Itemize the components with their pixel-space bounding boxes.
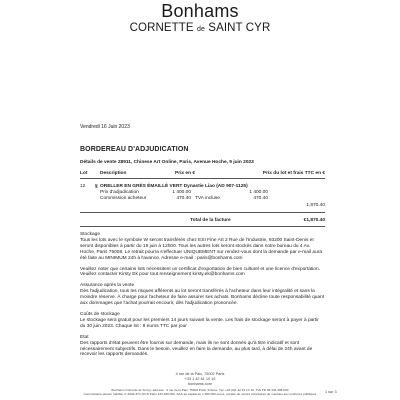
document-date: Vendredi 16 Juin 2023 bbox=[80, 124, 130, 130]
lot-number: 12 bbox=[80, 184, 86, 189]
line-label-hammer: Prix d'adjudication bbox=[100, 190, 139, 195]
subtitle-de: de bbox=[197, 26, 206, 33]
column-header-lot: Lot bbox=[80, 171, 88, 176]
document-title: BORDEREAU D'ADJUDICATION bbox=[80, 146, 189, 153]
line-price-hammer: 1 400.00 bbox=[172, 190, 191, 195]
brand-logo: Bonhams bbox=[161, 1, 239, 21]
line-vat-premium: TVA incluse bbox=[195, 196, 220, 201]
line-sub-premium: 470.40 bbox=[253, 196, 268, 201]
subtitle-suffix: SAINT CYR bbox=[205, 22, 271, 34]
para-insurance: Dès l'adjudication, tous les risques afférents au lot seront transférés à l'acheteur dans leur intégralité et sans la moindre réserve. À charge pour l'acheteur de faire assurer ses achats. Bonhams décline toute responsabilité quant aux dommages que l'achat pourrait encourir, dès l'adjudication prononcée. bbox=[80, 289, 325, 307]
line-label-premium: Commission acheteur bbox=[100, 196, 147, 201]
para-storage-costs: Le stockage sera gratuit pour les premiers 14 jours suivant la vente. Les frais de stockage seront à payer à partir du 30 juin 2023. Chaque lot : 8 euros TTC par jour bbox=[80, 317, 319, 329]
lot-title: ORELLER EN GRÈS ÉMAILLÉ VERT Dynastie Liao (AD 907-1125) bbox=[100, 184, 248, 189]
invoice-total-value: €1,870.40 bbox=[303, 218, 325, 223]
invoice-total-label: Total de la facture bbox=[190, 218, 231, 223]
heading-condition: Etat bbox=[80, 334, 89, 340]
heading-storage: Stockage bbox=[80, 232, 101, 237]
footer-web: bonhams.com bbox=[188, 382, 212, 386]
heading-insurance: Assurance après la vente bbox=[80, 283, 135, 289]
column-header-price: Prix en € bbox=[175, 171, 195, 176]
heading-storage-costs: Coûts de stockage bbox=[80, 311, 120, 317]
header-rule bbox=[80, 178, 325, 179]
lot-total: 1,870.40 bbox=[306, 203, 325, 208]
footer-legal-2: Commissaire-priseur habilité n° 2002-374, RCS Paris 434 488 000. SAS au capital de 1 500 000 euros, société de ventes volontaires de meubles aux enchères publiques bbox=[83, 392, 317, 396]
line-price-premium: 470.40 bbox=[176, 196, 191, 201]
lot-marker: § bbox=[95, 184, 98, 189]
line-sub-hammer: 1 400.00 bbox=[249, 190, 268, 195]
para-export: Veuillez noter que certains lots nécessitent un certificat d'exportation de bien culturel et une licence d'exportation. Veuillez contacter Kirsty Ek pour tout renseignement kirsty.ek@bonhams.com bbox=[80, 266, 320, 278]
page-number: 1 sur 3 bbox=[325, 390, 337, 394]
sale-details: Détails de vente 28911, Chinese Art Online, Paris, Avenue Hoche, 9 juin 2023 bbox=[80, 160, 254, 165]
column-header-description: Description bbox=[100, 171, 127, 176]
subtitle-prefix: CORNETTE bbox=[129, 22, 198, 34]
total-rule-bottom bbox=[80, 226, 325, 227]
footer-legal: Bonhams Cornette de St Cyr, adresse : 4 rue de la Paix, 75002 Paris, France, Tél: +33 (0)1 42 61 10 10, TVA FR 96 434 488 000 bbox=[111, 388, 289, 392]
total-rule-top bbox=[80, 212, 325, 213]
para-storage: Tous les lots avec le symbole W seront transférés chez ESI Fine Art 2 Rue de l'Industrie, 93200 Saint-Denis et seront disponibles à partir du 19 juin à 12h00. Tous les autres lots seront stockés dans notre bureau du 4 Av. Hoche, Paris 75008. Le retrait pourra s'effectuer UNIQUEMENT sur rendez-vous dont la demande par e-mail aura été faite au MINIMUM 24h à l'avance. Adresse e-mail : paris@bonhams.com bbox=[80, 237, 323, 261]
notes-section bbox=[80, 232, 325, 358]
footer-address: 4 rue de la Paix, 75002 Paris bbox=[175, 372, 225, 376]
brand-subtitle bbox=[0, 22, 400, 34]
para-condition: Des rapports d'état peuvent être fournis sur demande, mais ils ne sont donnés qu'à titre indicatif et sont nécessairement subjectifs. Dans le besoin, veuillez en faire la demande, au plus tard, à délai de 24h avant de recevoir les rapports demandés. bbox=[80, 340, 313, 358]
column-header-total: Prix du lot et frais TTC en € bbox=[262, 171, 325, 176]
footer-phone: +33 1 42 61 10 10 bbox=[184, 377, 216, 381]
